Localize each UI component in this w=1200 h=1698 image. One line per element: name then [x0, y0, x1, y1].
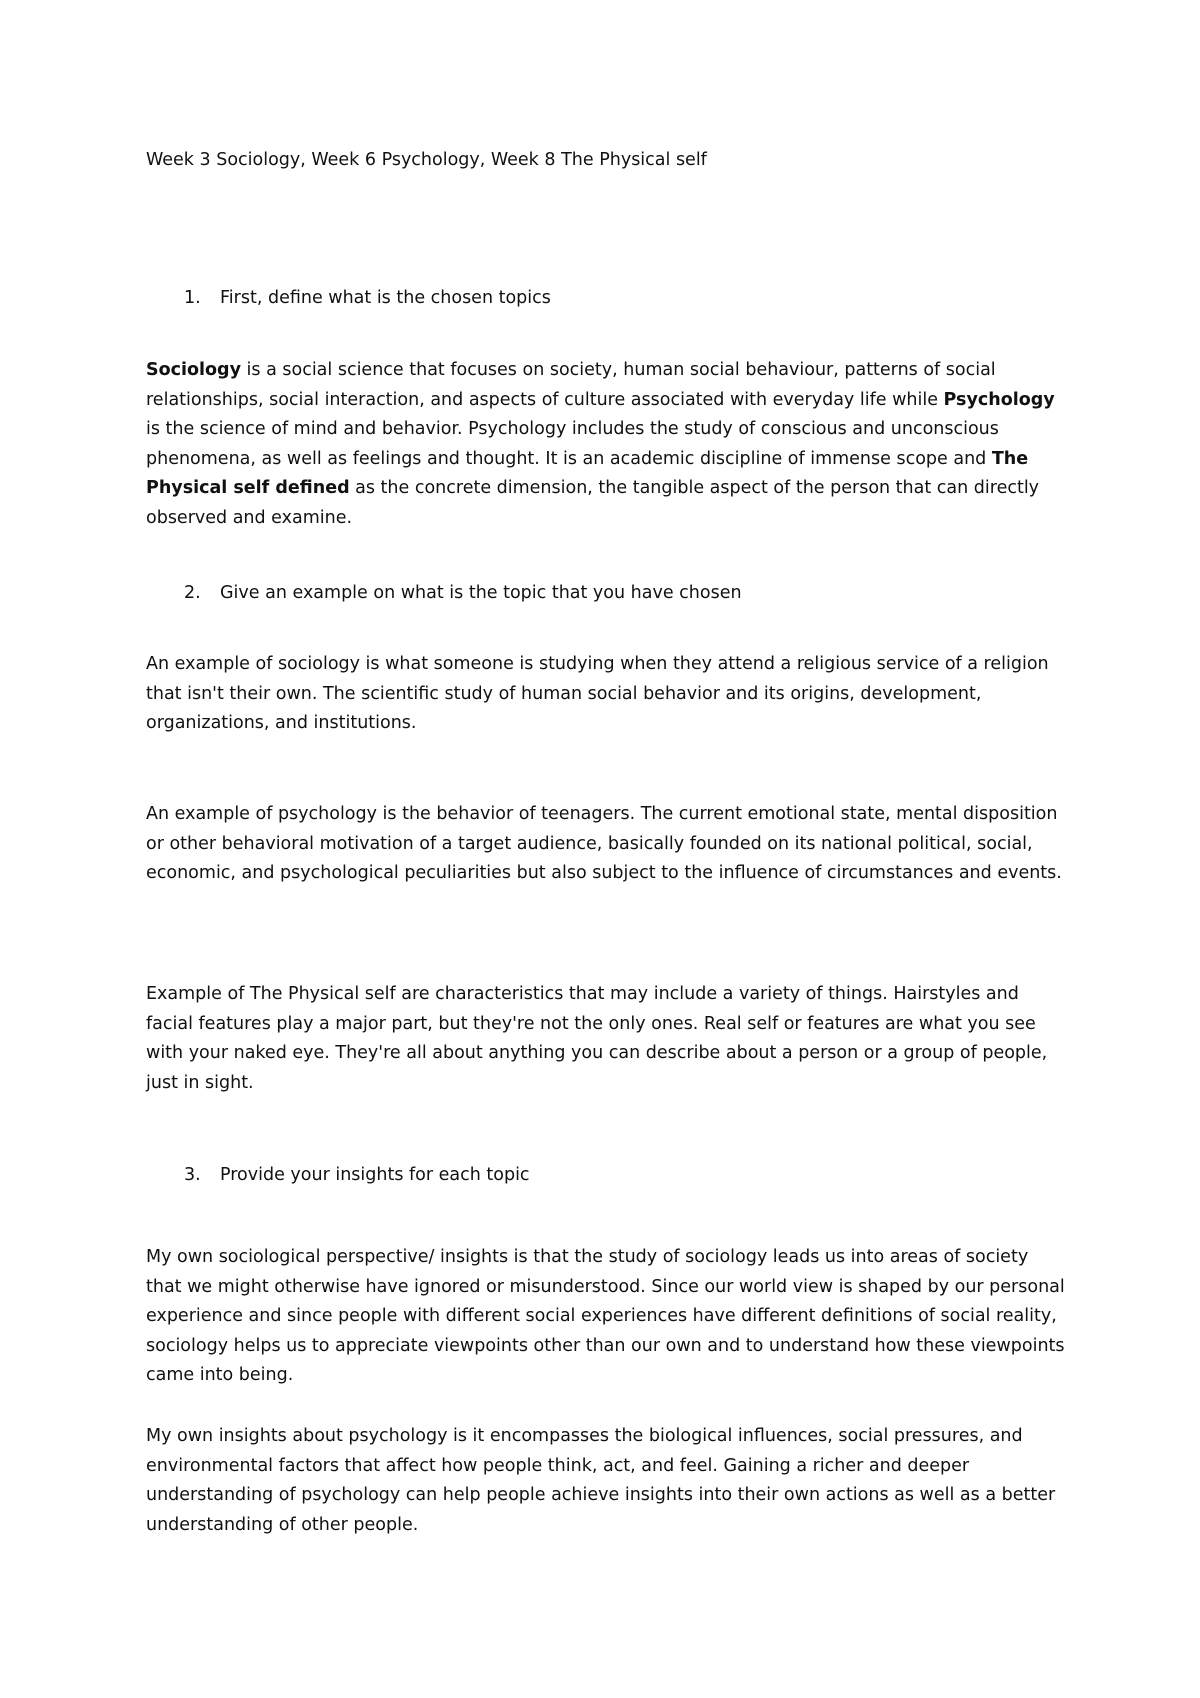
definition-paragraph — [146, 356, 1066, 533]
term-sociology: Sociology — [146, 360, 241, 380]
question-3-number: 3. — [184, 1165, 201, 1185]
question-2 — [146, 581, 742, 605]
question-1 — [146, 286, 551, 310]
question-2-number: 2. — [184, 583, 201, 603]
term-psychology: Psychology — [943, 389, 1055, 410]
document-title: Week 3 Sociology, Week 6 Psychology, Week 8 The Physical self — [146, 150, 707, 170]
definition-text-2: is the science of mind and behavior. Psychology includes the study of conscious and unconscious phenomena, as well as feelings and thought. It is an academic discipline of immense scope and — [146, 419, 999, 469]
term-physical-self: The Physical self defined — [146, 448, 1029, 498]
question-1-number: 1. — [184, 288, 201, 308]
psychology-example-paragraph: An example of psychology is the behavior of teenagers. The current emotional state, mental disposition or other behavioral motivation of a target audience, basically founded on its national political, social, economic, and psychological peculiarities but also subject to the influence of circumstances and events. — [146, 804, 1062, 883]
physical-self-example-paragraph: Example of The Physical self are characteristics that may include a variety of things. Hairstyles and facial features play a major part, but they're not the only ones. Real self or features are what you see with your naked eye. They're all about anything you can describe about a person or a group of people, just in sight. — [146, 984, 1048, 1093]
psychology-insight-paragraph: My own insights about psychology is it encompasses the biological influences, social pressures, and environmental factors that affect how people think, act, and feel. Gaining a richer and deeper understanding of psychology can help people achieve insights into their own actions as well as a better understanding of other people. — [146, 1426, 1056, 1535]
sociology-insight-paragraph: My own sociological perspective/ insights is that the study of sociology leads us into areas of society that we might otherwise have ignored or misunderstood. Since our world view is shaped by our personal experience and since people with different social experiences have different definitions of social reality, sociology helps us to appreciate viewpoints other than our own and to understand how these viewpoints came into being. — [146, 1247, 1065, 1385]
sociology-example-paragraph: An example of sociology is what someone is studying when they attend a religious service of a religion that isn't their own. The scientific study of human social behavior and its origins, development, organizations, and institutions. — [146, 654, 1049, 733]
definition-text-3: as the concrete dimension, the tangible aspect of the person that can directly observed and examine. — [146, 478, 1040, 528]
definition-text-1: is a social science that focuses on society, human social behaviour, patterns of social relationships, social interaction, and aspects of culture associated with everyday life while — [146, 360, 996, 410]
question-1-text: First, define what is the chosen topics — [220, 288, 551, 308]
question-2-text: Give an example on what is the topic that you have chosen — [220, 583, 742, 603]
question-3-text: Provide your insights for each topic — [220, 1165, 530, 1185]
question-3 — [146, 1163, 530, 1187]
